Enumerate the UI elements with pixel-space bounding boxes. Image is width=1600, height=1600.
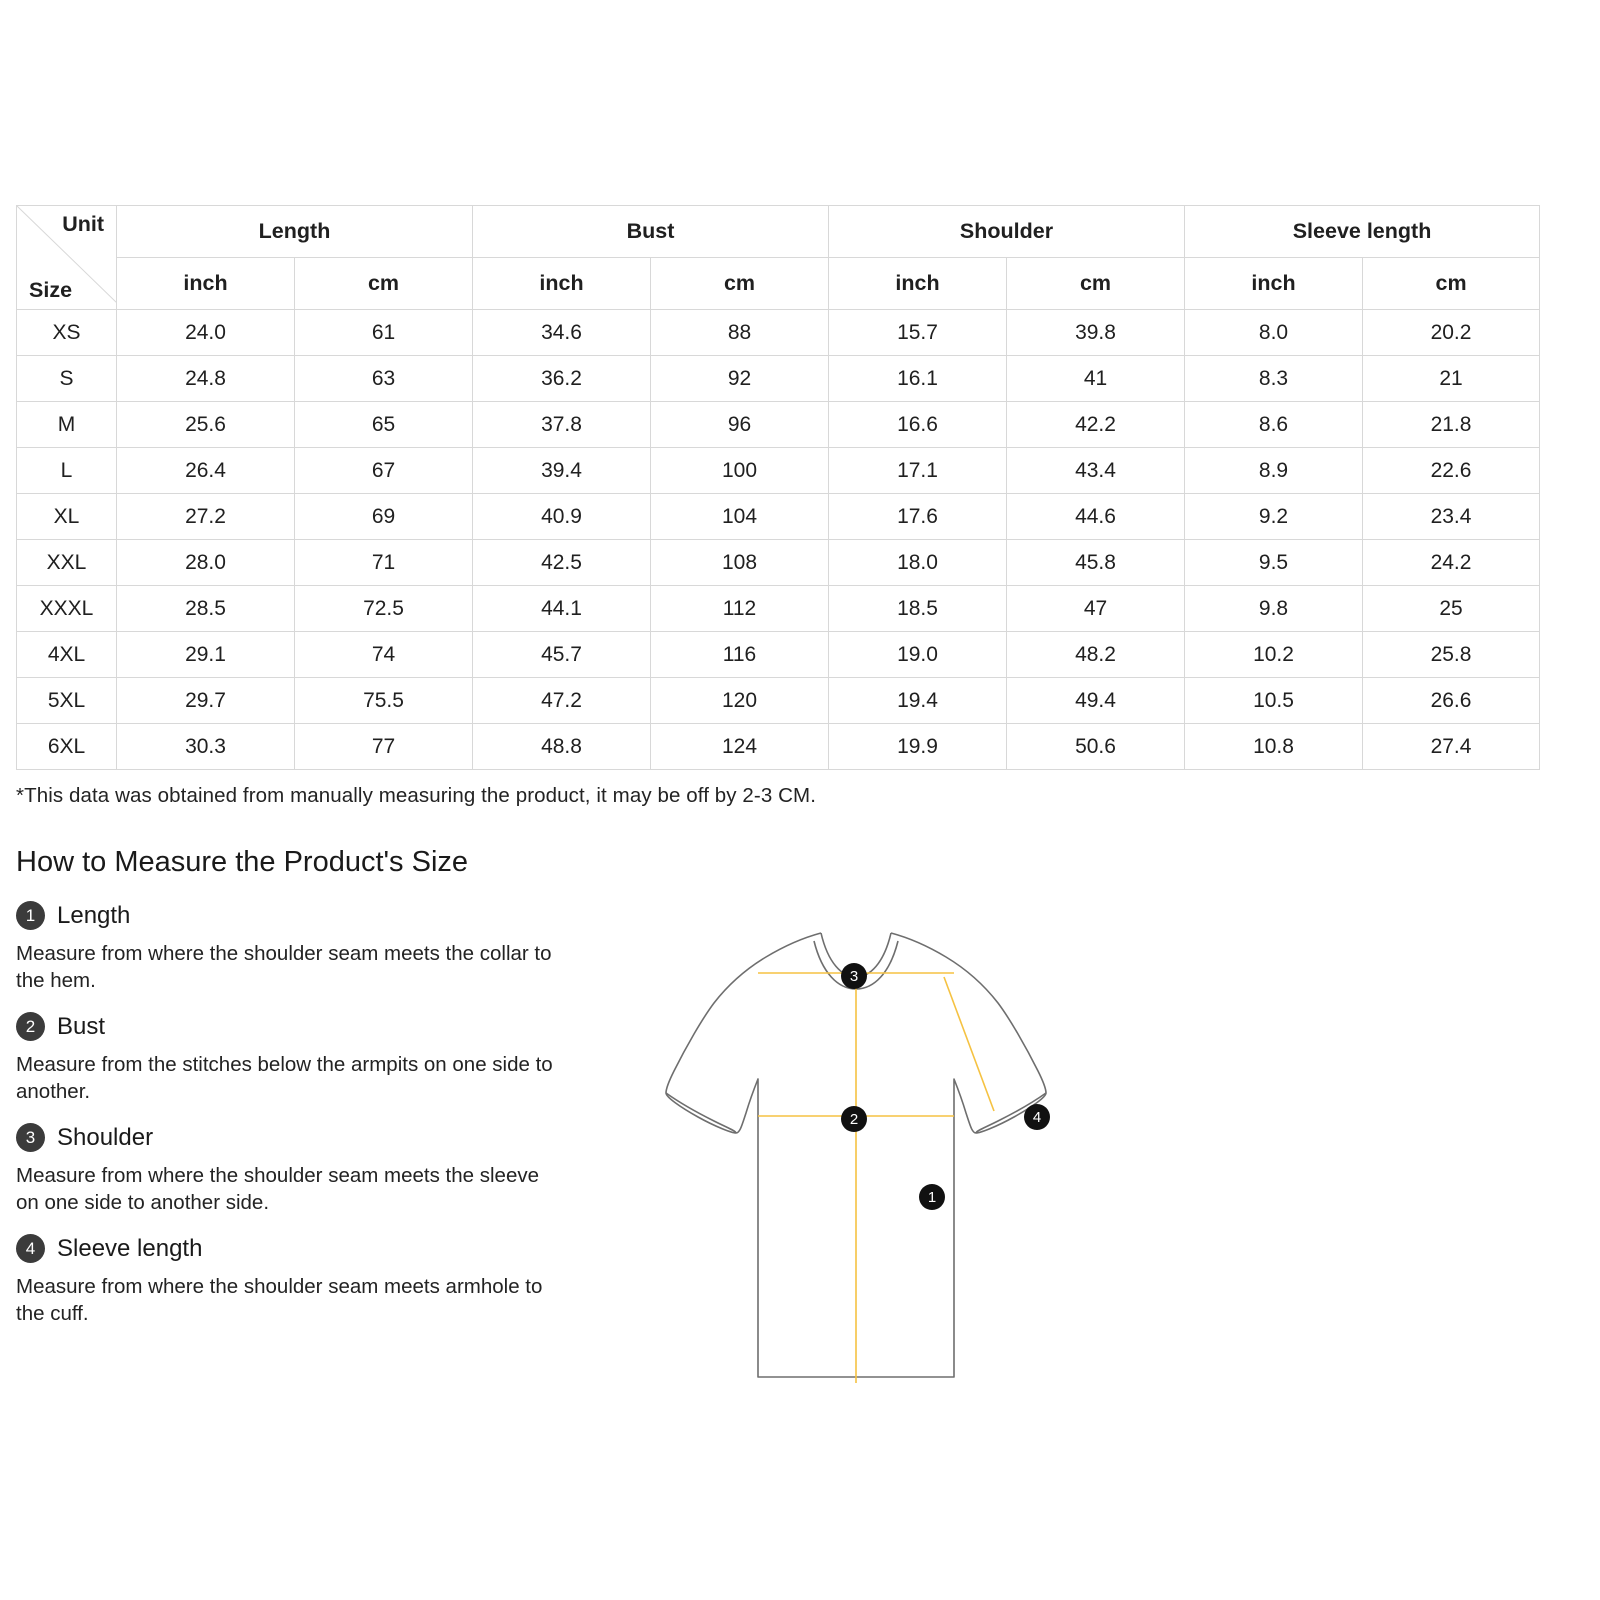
cell: 43.4 (1007, 448, 1185, 494)
measure-item-header (16, 1123, 576, 1152)
cell: 48.8 (473, 724, 651, 770)
measure-item-title: Bust (57, 1012, 106, 1040)
subheader-bust-inch: inch (473, 258, 651, 310)
cell: 104 (651, 494, 829, 540)
cell: 19.9 (829, 724, 1007, 770)
subheader-sleeve-inch: inch (1185, 258, 1363, 310)
cell: 10.5 (1185, 678, 1363, 724)
cell: 39.4 (473, 448, 651, 494)
cell: 29.7 (117, 678, 295, 724)
cell: 26.4 (117, 448, 295, 494)
measure-item-sleeve-length (16, 1234, 576, 1327)
cell: 23.4 (1363, 494, 1540, 540)
measure-item-shoulder (16, 1123, 576, 1216)
cell: 8.0 (1185, 310, 1363, 356)
cell: 50.6 (1007, 724, 1185, 770)
unit-label: Unit (62, 212, 104, 236)
cell: 17.6 (829, 494, 1007, 540)
cell: 21 (1363, 356, 1540, 402)
row-size: XL (17, 494, 117, 540)
table-row (17, 356, 1540, 402)
cell: 69 (295, 494, 473, 540)
cell: 61 (295, 310, 473, 356)
measure-item-header (16, 1234, 576, 1263)
cell: 63 (295, 356, 473, 402)
table-row (17, 540, 1540, 586)
diagram-marker-2: 2 (841, 1106, 867, 1132)
row-size: M (17, 402, 117, 448)
cell: 47.2 (473, 678, 651, 724)
subheader-length-cm: cm (295, 258, 473, 310)
cell: 42.2 (1007, 402, 1185, 448)
cell: 45.7 (473, 632, 651, 678)
row-size: XXL (17, 540, 117, 586)
cell: 36.2 (473, 356, 651, 402)
cell: 116 (651, 632, 829, 678)
cell: 96 (651, 402, 829, 448)
number-badge-4-icon: 4 (16, 1234, 45, 1263)
table-row (17, 586, 1540, 632)
cell: 16.6 (829, 402, 1007, 448)
measure-item-bust (16, 1012, 576, 1105)
cell: 25 (1363, 586, 1540, 632)
cell: 72.5 (295, 586, 473, 632)
cell: 27.4 (1363, 724, 1540, 770)
group-header-shoulder: Shoulder (829, 206, 1185, 258)
cell: 29.1 (117, 632, 295, 678)
cell: 65 (295, 402, 473, 448)
cell: 9.5 (1185, 540, 1363, 586)
cell: 8.3 (1185, 356, 1363, 402)
cell: 28.5 (117, 586, 295, 632)
cell: 48.2 (1007, 632, 1185, 678)
group-header-bust: Bust (473, 206, 829, 258)
measure-item-description: Measure from where the shoulder seam meets the collar to the hem. (16, 942, 552, 993)
measure-item-title: Sleeve length (57, 1234, 203, 1262)
table-row (17, 402, 1540, 448)
measurement-disclaimer: *This data was obtained from manually measuring the product, it may be off by 2-3 CM. (16, 784, 817, 807)
table-group-header-row (17, 206, 1540, 258)
cell: 15.7 (829, 310, 1007, 356)
measure-item-description: Measure from where the shoulder seam meets the sleeve on one side to another side. (16, 1164, 540, 1215)
cell: 17.1 (829, 448, 1007, 494)
diagram-marker-1: 1 (919, 1184, 945, 1210)
cell: 27.2 (117, 494, 295, 540)
cell: 47 (1007, 586, 1185, 632)
row-size: XS (17, 310, 117, 356)
cell: 67 (295, 448, 473, 494)
cell: 18.5 (829, 586, 1007, 632)
cell: 42.5 (473, 540, 651, 586)
number-badge-2-icon: 2 (16, 1012, 45, 1041)
subheader-length-inch: inch (117, 258, 295, 310)
group-header-length: Length (117, 206, 473, 258)
how-to-measure-list (16, 901, 576, 1327)
diagram-marker-4: 4 (1024, 1104, 1050, 1130)
subheader-bust-cm: cm (651, 258, 829, 310)
size-chart-table (16, 205, 1540, 770)
cell: 74 (295, 632, 473, 678)
group-header-sleeve-length: Sleeve length (1185, 206, 1540, 258)
cell: 20.2 (1363, 310, 1540, 356)
cell: 9.2 (1185, 494, 1363, 540)
tshirt-measurement-diagram (636, 911, 1116, 1431)
table-row (17, 310, 1540, 356)
row-size: XXXL (17, 586, 117, 632)
row-size: 4XL (17, 632, 117, 678)
cell: 37.8 (473, 402, 651, 448)
cell: 39.8 (1007, 310, 1185, 356)
cell: 75.5 (295, 678, 473, 724)
size-chart-page (16, 0, 1536, 1333)
diagram-marker-3: 3 (841, 963, 867, 989)
subheader-sleeve-cm: cm (1363, 258, 1540, 310)
subheader-shoulder-inch: inch (829, 258, 1007, 310)
cell: 71 (295, 540, 473, 586)
measure-item-title: Length (57, 901, 131, 929)
cell: 25.8 (1363, 632, 1540, 678)
cell: 24.8 (117, 356, 295, 402)
cell: 19.4 (829, 678, 1007, 724)
measure-item-description: Measure from where the shoulder seam meets armhole to the cuff. (16, 1275, 543, 1326)
row-size: S (17, 356, 117, 402)
number-badge-3-icon: 3 (16, 1123, 45, 1152)
table-row (17, 724, 1540, 770)
how-to-measure-title: How to Measure the Product's Size (16, 846, 469, 878)
cell: 49.4 (1007, 678, 1185, 724)
measure-item-description: Measure from the stitches below the armpits on one side to another. (16, 1053, 553, 1104)
cell: 30.3 (117, 724, 295, 770)
cell: 18.0 (829, 540, 1007, 586)
subheader-shoulder-cm: cm (1007, 258, 1185, 310)
measure-item-title: Shoulder (57, 1123, 154, 1151)
cell: 124 (651, 724, 829, 770)
cell: 40.9 (473, 494, 651, 540)
measure-item-header (16, 901, 576, 930)
row-size: 5XL (17, 678, 117, 724)
number-badge-1-icon: 1 (16, 901, 45, 930)
cell: 112 (651, 586, 829, 632)
cell: 21.8 (1363, 402, 1540, 448)
table-row (17, 494, 1540, 540)
cell: 120 (651, 678, 829, 724)
cell: 92 (651, 356, 829, 402)
cell: 24.2 (1363, 540, 1540, 586)
cell: 45.8 (1007, 540, 1185, 586)
cell: 25.6 (117, 402, 295, 448)
cell: 26.6 (1363, 678, 1540, 724)
cell: 9.8 (1185, 586, 1363, 632)
cell: 108 (651, 540, 829, 586)
cell: 24.0 (117, 310, 295, 356)
cell: 16.1 (829, 356, 1007, 402)
cell: 41 (1007, 356, 1185, 402)
cell: 77 (295, 724, 473, 770)
cell: 100 (651, 448, 829, 494)
table-subheader-row (17, 258, 1540, 310)
row-size: L (17, 448, 117, 494)
cell: 34.6 (473, 310, 651, 356)
cell: 10.2 (1185, 632, 1363, 678)
table-corner-cell (17, 206, 117, 310)
measure-item-length (16, 901, 576, 994)
table-row (17, 678, 1540, 724)
cell: 19.0 (829, 632, 1007, 678)
size-label: Size (29, 278, 73, 302)
table-row (17, 448, 1540, 494)
cell: 10.8 (1185, 724, 1363, 770)
cell: 88 (651, 310, 829, 356)
cell: 8.6 (1185, 402, 1363, 448)
row-size: 6XL (17, 724, 117, 770)
cell: 44.6 (1007, 494, 1185, 540)
how-to-measure-section (16, 901, 1536, 1327)
table-row (17, 632, 1540, 678)
cell: 22.6 (1363, 448, 1540, 494)
cell: 28.0 (117, 540, 295, 586)
cell: 8.9 (1185, 448, 1363, 494)
cell: 44.1 (473, 586, 651, 632)
measure-item-header (16, 1012, 576, 1041)
